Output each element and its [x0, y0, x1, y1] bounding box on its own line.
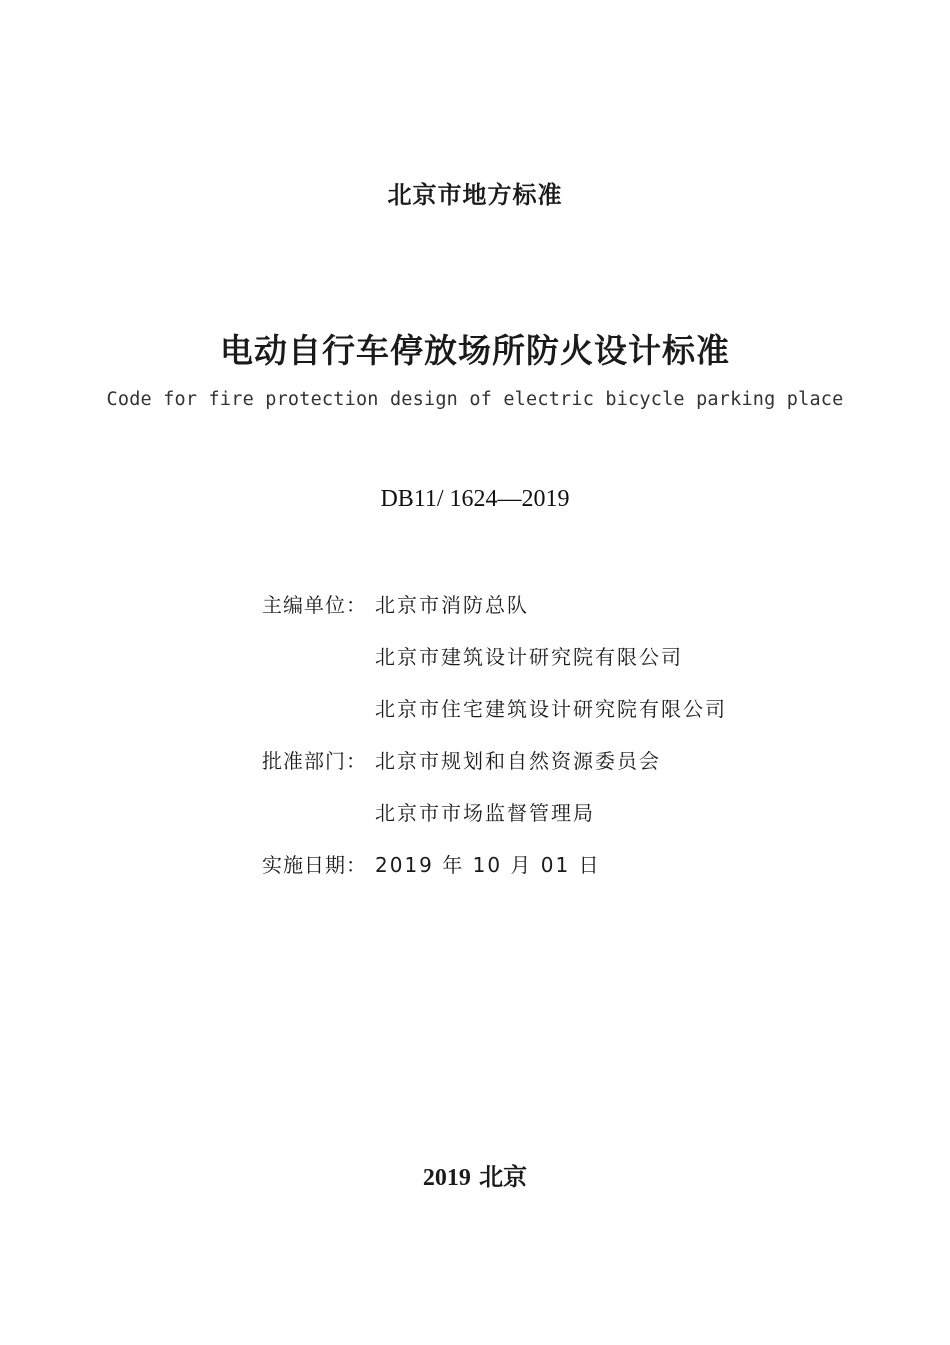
chief-editor-value: 北京市建筑设计研究院有限公司	[375, 645, 683, 669]
title-english: Code for fire protection design of electric bicycle parking place	[106, 389, 844, 410]
approver-row	[262, 798, 822, 850]
standard-series: 北京市地方标准	[387, 181, 563, 209]
effective-date-value: 2019 年 10 月 01 日	[375, 853, 601, 877]
info-block	[262, 590, 822, 902]
effective-date-label: 实施日期：	[262, 853, 367, 877]
title-chinese: 电动自行车停放场所防火设计标准	[220, 331, 730, 370]
standard-number: DB11/ 1624—2019	[380, 486, 570, 512]
approver-label: 批准部门：	[262, 749, 367, 773]
chief-editor-row	[262, 590, 822, 642]
publication-footer	[0, 1157, 950, 1192]
chief-editor-row	[262, 694, 822, 746]
chief-editor-label: 主编单位：	[262, 593, 367, 617]
publication-place: 北京	[479, 1163, 528, 1191]
chief-editor-value: 北京市消防总队	[375, 593, 529, 617]
effective-date-row	[262, 850, 822, 902]
chief-editor-row	[262, 642, 822, 694]
publication-year: 2019	[422, 1165, 471, 1191]
approver-value: 北京市市场监督管理局	[375, 801, 595, 825]
chief-editor-value: 北京市住宅建筑设计研究院有限公司	[375, 697, 727, 721]
approver-value: 北京市规划和自然资源委员会	[375, 749, 661, 773]
approver-row	[262, 746, 822, 798]
